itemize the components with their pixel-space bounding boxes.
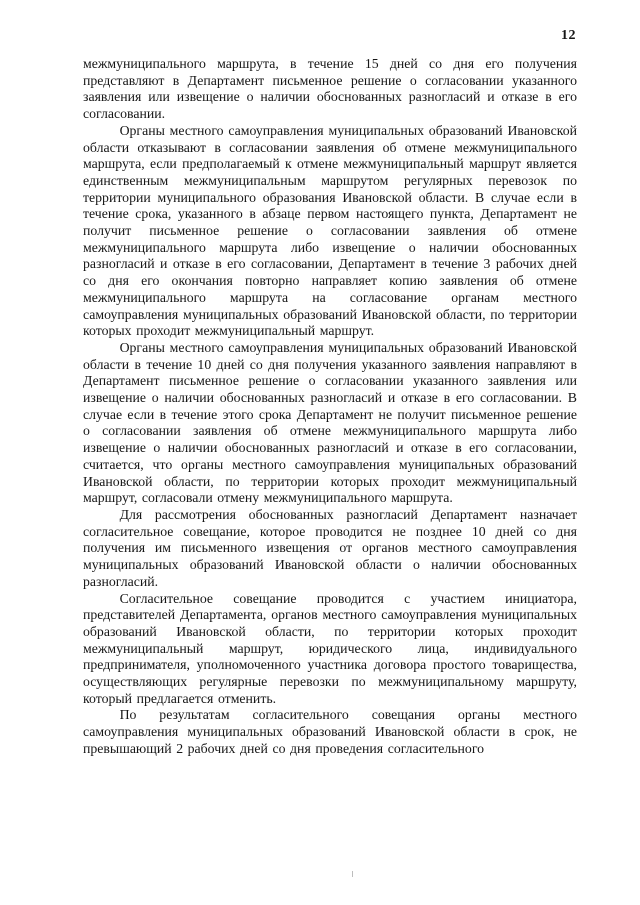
paragraph: межмуниципального маршрута, в течение 15 дней со дня его получения представляют в Департамент письменное решение о согласовании указанного заявления или извещение о наличии обоснованных разногласий и отказе в его согласовании.: [83, 56, 577, 122]
paragraph: Согласительное совещание проводится с участием инициатора, представителей Департамента, органов местного самоуправления муниципальных образований Ивановской области, по территории которых проходит межмуниципальный маршрут, юридического лица, индивидуального предпринимателя, уполномоченного участника договора простого товарищества, осуществляющих регулярные перевозки по межмуниципальному маршруту, который предлагается отменить.: [83, 590, 577, 706]
text-block: [83, 56, 577, 758]
paragraph: Органы местного самоуправления муниципальных образований Ивановской области в течение 10 дней со дня получения указанного заявления направляют в Департамент письменное решение о согласовании указанного заявления или извещение о наличии обоснованных разногласий и отказе в его согласовании. В случае если в течение этого срока Департамент не получит письменное решение о согласовании заявления об отмене межмуниципального маршрута либо извещение о наличии обоснованных разногласий и отказе в его согласовании, считается, что органы местного самоуправления муниципальных образований Ивановской области, по территории которых проходит межмуниципальный маршрут, согласовали отмену межмуниципального маршрута.: [83, 339, 577, 506]
paragraph: Органы местного самоуправления муниципальных образований Ивановской области отказывают в согласовании заявления об отмене межмуниципального маршрута, если предполагаемый к отмене межмуниципальный маршрут является единственным межмуниципальным маршрутом регулярных перевозок по территории муниципального образования Ивановской области. В случае если в течение срока, указанного в абзаце первом настоящего пункта, Департамент не получит письменное решение о согласовании заявления об отмене межмуниципального маршрута либо извещение о наличии обоснованных разногласий и отказе в его согласовании, Департамент в течение 3 рабочих дней со дня его окончания повторно направляет копию заявления об отмене межмуниципального маршрута на согласование органам местного самоуправления муниципальных образований Ивановской области, по территории которых проходит межмуниципальный маршрут.: [83, 122, 577, 339]
page-number: 12: [561, 28, 576, 43]
scan-artifact: [352, 871, 353, 877]
paragraph: Для рассмотрения обоснованных разногласий Департамент назначает согласительное совещание, которое проводится не позднее 10 дней со дня получения им письменного извещения от органов местного самоуправления муниципальных образований Ивановской области о наличии обоснованных разногласий.: [83, 506, 577, 589]
paragraph: По результатам согласительного совещания органы местного самоуправления муниципальных образований Ивановской области в срок, не превышающий 2 рабочих дней со дня проведения согласительного: [83, 707, 577, 756]
